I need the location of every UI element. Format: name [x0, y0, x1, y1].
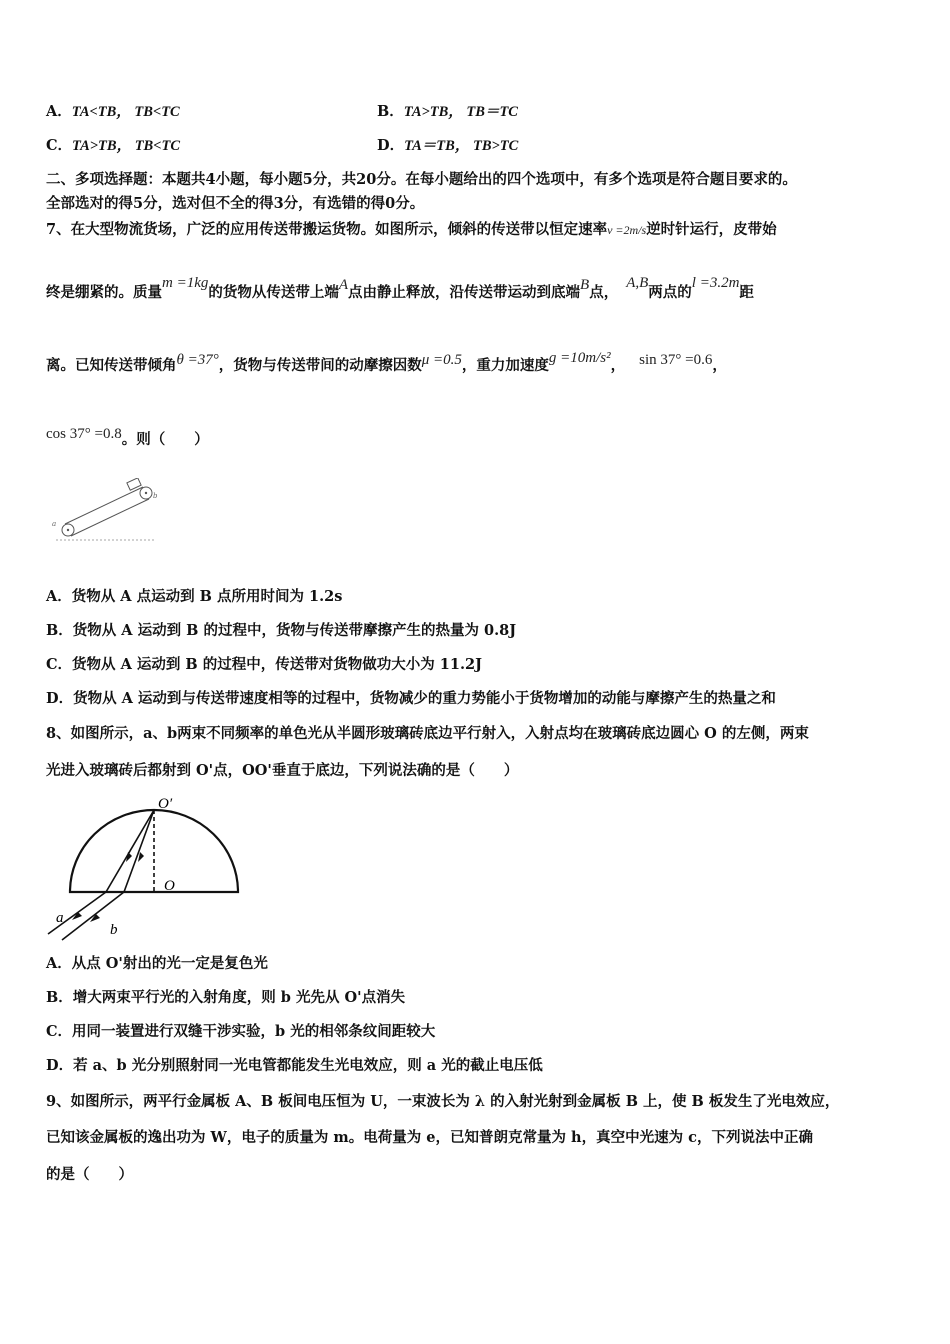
label-o-prime: O′ [158, 796, 173, 812]
q7-line4: cos 37° =0.8。则（ ） [46, 426, 209, 448]
prev-option-a: A．TA<TB， TB<TC [46, 103, 180, 120]
label-a: a [56, 910, 64, 926]
q7-line3: 离。已知传送带倾角θ =37°，货物与传送带间的动摩擦因数μ =0.5，重力加速度g =10m/s²， sin 37° =0.6， [46, 350, 727, 374]
q9-line1: 9、如图所示，两平行金属板 A、B 板间电压恒为 U，一束波长为 λ 的入射光射到金属板 B 上，使 B 板发生了光电效应， [46, 1093, 840, 1110]
prev-option-d: D．TA＝TB， TB>TC [377, 137, 519, 154]
q8-option-c: C．用同一装置进行双缝干涉实验，b 光的相邻条纹间距较大 [46, 1023, 436, 1040]
q7-option-b: B．货物从 A 运动到 B 的过程中，货物与传送带摩擦产生的热量为 0.8J [46, 622, 517, 639]
q7-option-c: C．货物从 A 运动到 B 的过程中，传送带对货物做功大小为 11.2J [46, 656, 482, 673]
q7-line1: 7、在大型物流货场，广泛的应用传送带搬运货物。如图所示，倾斜的传送带以恒定速率v =2m/s逆时针运行，皮带始 [46, 221, 777, 238]
q9-line2: 已知该金属板的逸出功为 W，电子的质量为 m。电荷量为 e，已知普朗克常量为 h，真空中光速为 c，下列说法中正确 [46, 1129, 813, 1146]
label-b: b [110, 922, 118, 938]
semicircle-glass-diagram [44, 794, 240, 942]
prev-option-b: B．TA>TB， TB＝TC [377, 103, 518, 120]
label-b: b [153, 492, 158, 500]
ray-a-inside [106, 810, 154, 892]
q8-option-a: A．从点 O'射出的光一定是复色光 [46, 955, 268, 972]
q8-line1: 8、如图所示，a、b两束不同频率的单色光从半圆形玻璃砖底边平行射入，入射点均在玻璃砖底边圆心 O 的左侧，两束 [46, 725, 809, 742]
label-o: O [164, 878, 175, 894]
section2-line2: 全部选对的得5分，选对但不全的得3分，有选错的得0分。 [46, 195, 425, 212]
q8-line2: 光进入玻璃砖后都射到 O'点，OO'垂直于底边，下列说法确的是（ ） [46, 762, 519, 779]
q7-line2: 终是绷紧的。质量m =1kg的货物从传送带上端A点由静止释放，沿传送带运动到底端B点，A,B两点的l =3.2m距 [46, 275, 754, 301]
q8-option-d: D．若 a、b 光分别照射同一光电管都能发生光电效应，则 a 光的截止电压低 [46, 1057, 543, 1074]
label-a: a [52, 520, 57, 528]
q7-option-a: A．货物从 A 点运动到 B 点所用时间为 1.2s [46, 588, 343, 605]
belt-top [65, 487, 143, 524]
ray-b-inside [124, 810, 154, 892]
q8-option-b: B．增大两束平行光的入射角度，则 b 光先从 O'点消失 [46, 989, 406, 1006]
q7-option-d: D．货物从 A 运动到与传送带速度相等的过程中，货物减少的重力势能小于货物增加的动能与摩擦产生的热量之和 [46, 690, 776, 707]
q9-line3: 的是（ ） [46, 1166, 133, 1183]
semicircle-outline [70, 810, 238, 892]
conveyor-belt-diagram [50, 478, 160, 544]
prev-option-c: C．TA>TB， TB<TC [46, 137, 181, 154]
section2-line1: 二、多项选择题：本题共4小题，每小题5分，共20分。在每小题给出的四个选项中，有多个选项是符合题目要求的。 [46, 171, 797, 188]
cargo-box [127, 478, 141, 490]
belt-bottom [71, 499, 149, 536]
